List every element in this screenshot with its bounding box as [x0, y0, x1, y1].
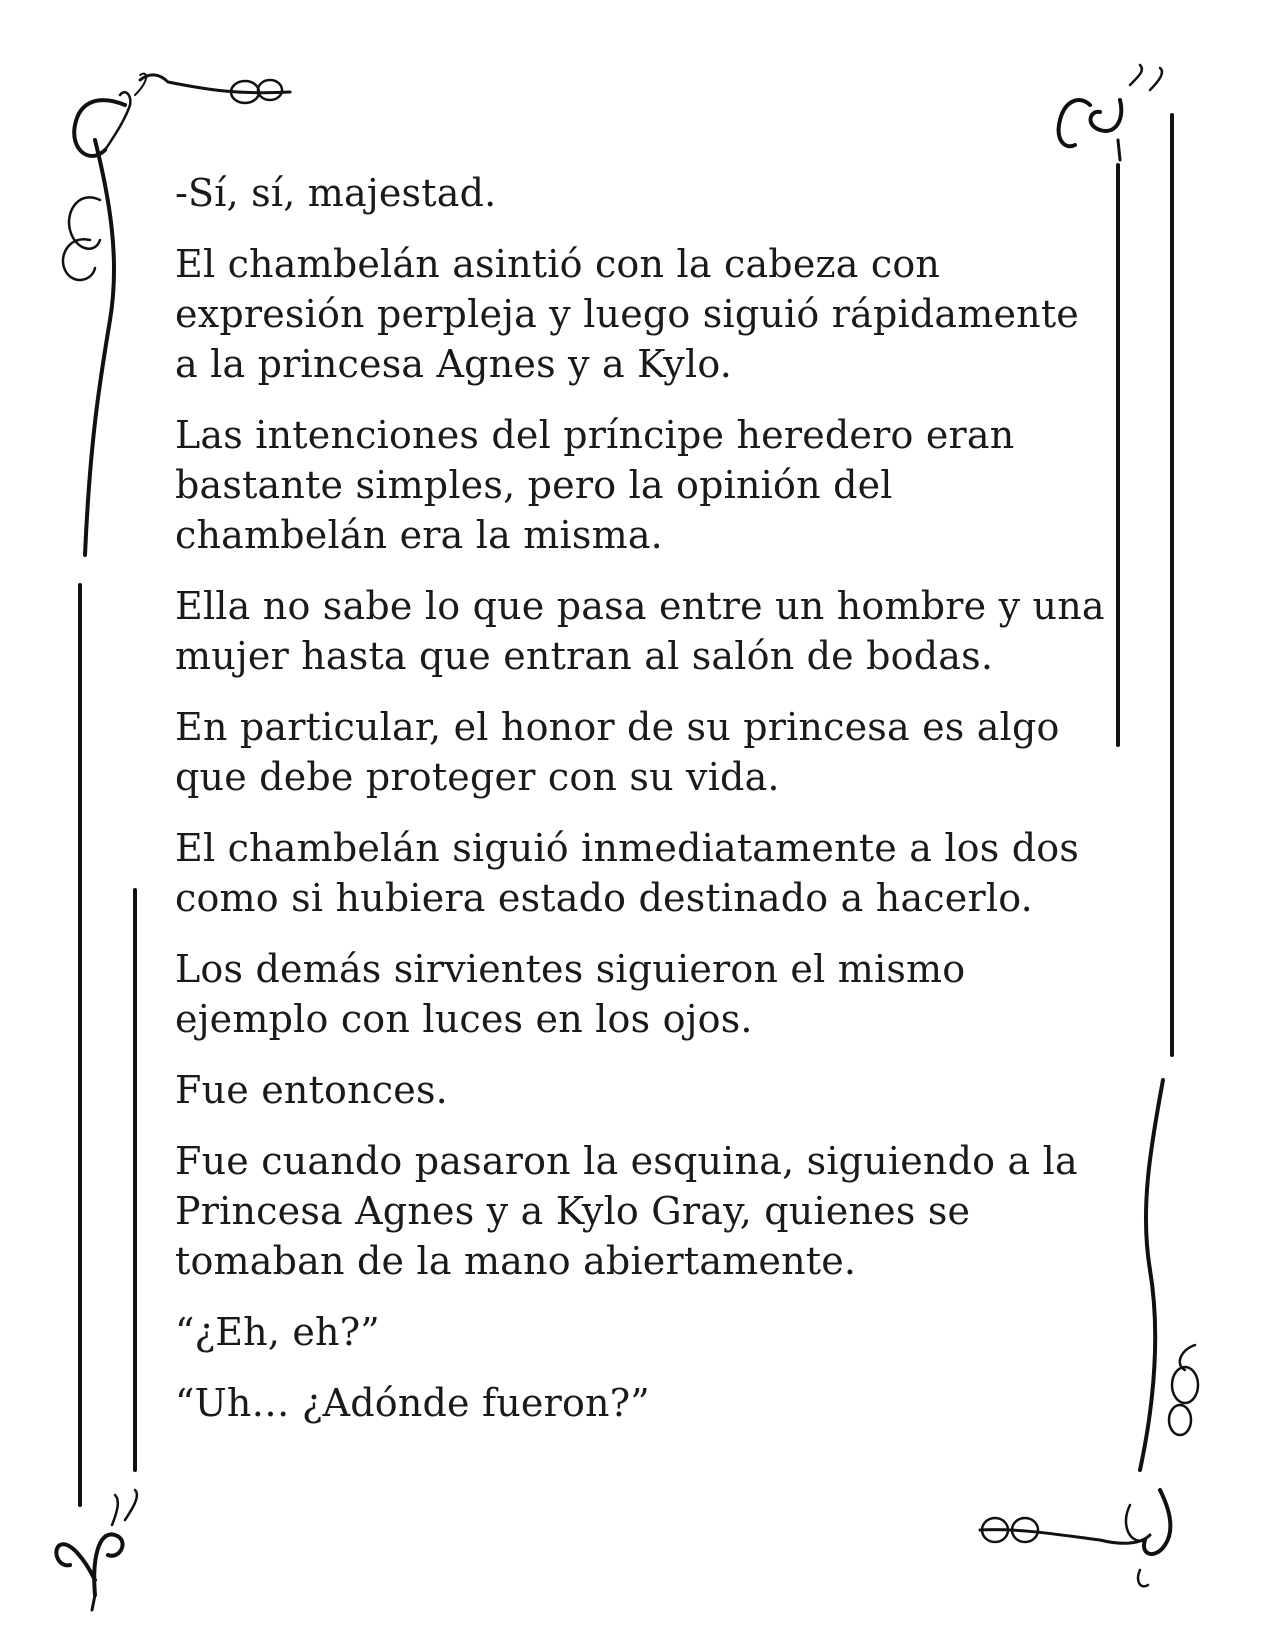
paragraph: Fue entonces.: [175, 1068, 448, 1112]
paragraph: “¿Eh, eh?”: [175, 1310, 380, 1354]
paragraph: El chambelán siguió inmediatamente a los dos como si hubiera estado destinado a hacerlo.: [175, 826, 1080, 920]
paragraph: El chambelán asintió con la cabeza con expresión perpleja y luego siguió rápidamente a la princesa Agnes y a Kylo.: [175, 242, 1079, 386]
document-body: [175, 168, 1105, 1449]
paragraph: En particular, el honor de su princesa es algo que debe proteger con su vida.: [175, 705, 1060, 799]
flourish-bottom-left-icon: [56, 1490, 137, 1610]
paragraph: Las intenciones del príncipe heredero eran bastante simples, pero la opinión del chambelán era la misma.: [175, 413, 1015, 557]
paragraph: “Uh… ¿Adónde fueron?”: [175, 1381, 650, 1425]
paragraph: Ella no sabe lo que pasa entre un hombre y una mujer hasta que entran al salón de bodas.: [175, 584, 1105, 678]
paragraph: -Sí, sí, majestad.: [175, 171, 497, 215]
paragraph: Los demás sirvientes siguieron el mismo ejemplo con luces en los ojos.: [175, 947, 966, 1041]
flourish-top-right-icon: [1059, 65, 1162, 160]
paragraph: Fue cuando pasaron la esquina, siguiendo a la Princesa Agnes y a Kylo Gray, quienes se tomaban de la mano abiertamente.: [175, 1139, 1078, 1283]
